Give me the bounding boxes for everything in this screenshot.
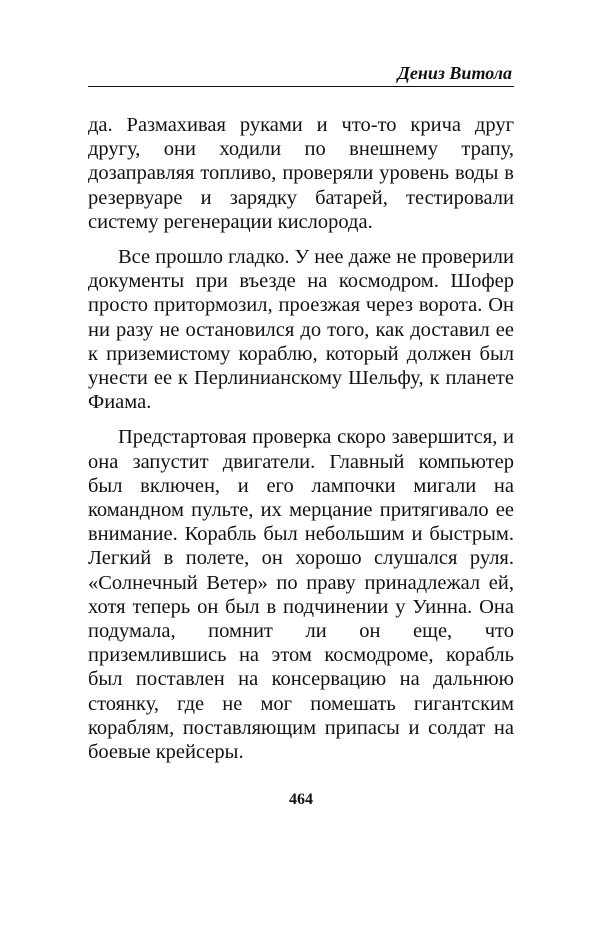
running-header [88, 62, 514, 84]
header-rule [88, 86, 514, 87]
paragraph-1: да. Размахивая руками и что-то крича друг другу, они ходили по внешнему трапу, дозаправляя топливо, проверяли уровень воды в резервуаре и зарядку батарей, тестировали систему регенерации кислорода. [88, 114, 514, 233]
running-header-title: Дениз Витола [397, 63, 512, 83]
body-text [88, 113, 514, 764]
paragraph-2: Все прошло гладко. У нее даже не проверили документы при въезде на космодром. Шофер просто притормозил, проезжая через ворота. Он ни разу не остановился до того, как доставил ее к приземистому кораблю, который должен был унести ее к Перлинианскому Шельфу, к планете Фиама. [88, 246, 514, 414]
page-number: 464 [289, 791, 313, 808]
paragraph-3: Предстартовая проверка скоро завершится, и она запустит двигатели. Главный компьютер был включен, и его лампочки мигали на командном пульте, их мерцание притягивало ее внимание. Корабль был небольшим и быстрым. Легкий в полете, он хорошо слушался руля. «Солнечный Ветер» по праву принадлежал ей, хотя теперь он был в подчинении у Уинна. Она подумала, помнит ли он еще, что приземлившись на этом космодроме, корабль был поставлен на консервацию на дальнюю стоянку, где не мог помешать гигантским кораблям, поставляющим припасы и солдат на боевые крейсеры. [88, 426, 514, 764]
